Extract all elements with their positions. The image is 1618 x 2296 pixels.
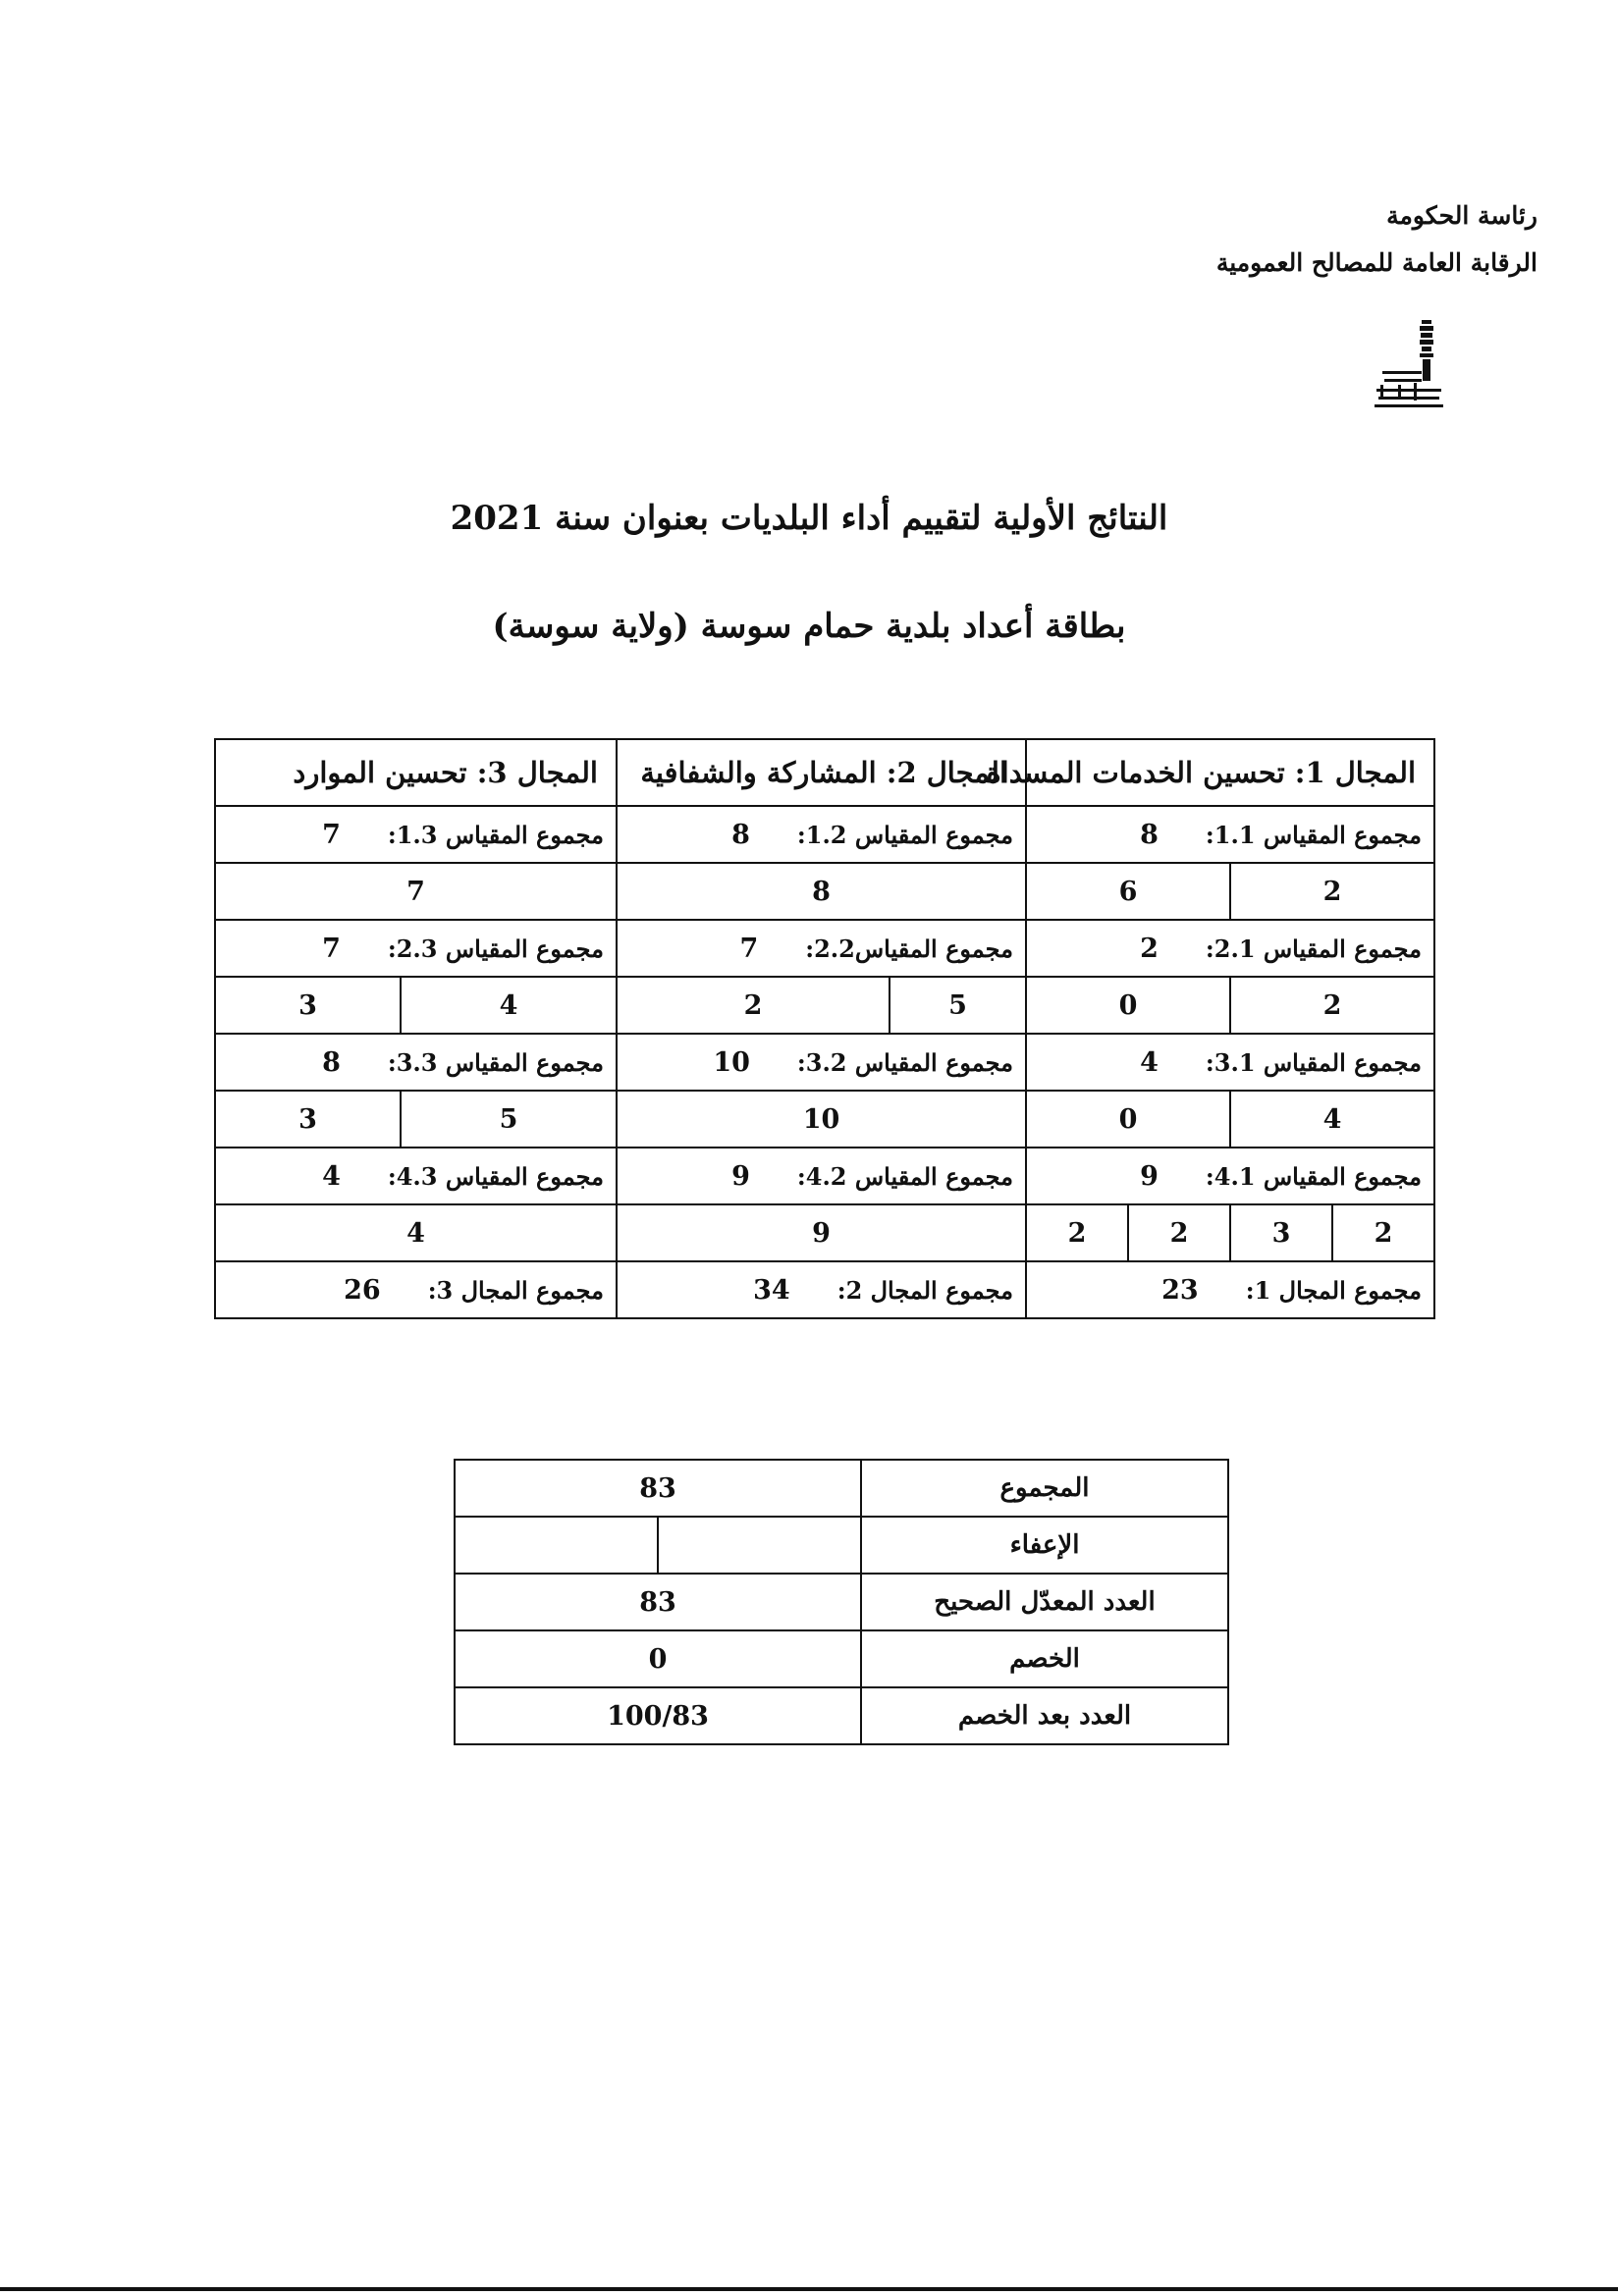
table-row: [215, 920, 1434, 977]
exemption-value: [659, 1518, 860, 1573]
summary-table: [454, 1459, 1229, 1745]
score-cell: 8: [617, 863, 1026, 920]
criterion-value: 8: [731, 819, 750, 850]
score-cell: 3: [1230, 1204, 1332, 1261]
domain-total-value: 34: [753, 1274, 790, 1306]
criterion-value: 4: [1140, 1046, 1159, 1078]
table-row: [455, 1687, 1228, 1744]
table-row: [455, 1574, 1228, 1630]
criterion-value: 7: [739, 933, 759, 964]
score-cell: 3: [215, 977, 401, 1034]
score-cell: 5: [401, 1091, 617, 1148]
exemption-split: [456, 1518, 860, 1573]
domain-total-value: 26: [344, 1274, 381, 1306]
domain-2-total: [617, 1261, 1026, 1318]
criterion-value: 9: [731, 1160, 750, 1192]
criterion-value: 7: [322, 933, 341, 964]
domain-total-label: مجموع المجال 3:: [427, 1275, 604, 1305]
domain-3-total: [215, 1261, 617, 1318]
criterion-label: مجموع المقياس 4.1:: [1205, 1161, 1423, 1191]
deduction-label: الخصم: [861, 1630, 1228, 1687]
criterion-label: مجموع المقياس 4.3:: [387, 1161, 604, 1191]
final-score-value: 100/83: [455, 1687, 861, 1744]
domain-total-value: 23: [1161, 1274, 1199, 1306]
criterion-value: 4: [322, 1160, 341, 1192]
criterion-label: مجموع المقياس 2.3:: [387, 934, 604, 963]
exemption-value-cell: [455, 1517, 861, 1574]
score-cell: 6: [1026, 863, 1230, 920]
criterion-2-3-sum: [215, 920, 617, 977]
table-row: [215, 1034, 1434, 1091]
criterion-label: مجموع المقياس 1.3:: [387, 820, 604, 849]
table-row: [215, 977, 1434, 1034]
criterion-4-1-sum: [1026, 1148, 1434, 1204]
criterion-label: مجموع المقياس 4.2:: [796, 1161, 1014, 1191]
criterion-1-1-sum: [1026, 806, 1434, 863]
score-cell: 0: [1026, 1091, 1230, 1148]
table-row: [215, 1091, 1434, 1148]
corrected-score-label: العدد المعدّل الصحيح: [861, 1574, 1228, 1630]
criterion-4-3-sum: [215, 1148, 617, 1204]
criterion-4-2-sum: [617, 1148, 1026, 1204]
domain-1-header: المجال 1: تحسين الخدمات المسداة: [1026, 739, 1434, 806]
score-cell: 2: [1332, 1204, 1434, 1261]
final-score-label: العدد بعد الخصم: [861, 1687, 1228, 1744]
domain-totals-row: [215, 1261, 1434, 1318]
scan-bottom-edge: [0, 2287, 1618, 2291]
institution-emblem-icon: [1371, 314, 1449, 422]
criterion-value: 9: [1140, 1160, 1159, 1192]
total-value: 83: [455, 1460, 861, 1517]
criterion-3-1-sum: [1026, 1034, 1434, 1091]
domains-header-row: [215, 739, 1434, 806]
page-title: النتائج الأولية لتقييم أداء البلديات بعنوان سنة 2021: [450, 499, 1168, 538]
score-cell: 4: [401, 977, 617, 1034]
deduction-value: 0: [455, 1630, 861, 1687]
page-subtitle: بطاقة أعداد بلدية حمام سوسة (ولاية سوسة): [492, 607, 1126, 646]
criterion-label: مجموع المقياس 2.1:: [1205, 934, 1423, 963]
domain-1-total: [1026, 1261, 1434, 1318]
table-row: [455, 1460, 1228, 1517]
table-row: [215, 1204, 1434, 1261]
criterion-1-2-sum: [617, 806, 1026, 863]
issuer-line-2: الرقابة العامة للمصالح العمومية: [1215, 248, 1537, 277]
criterion-value: 7: [322, 819, 341, 850]
criterion-label: مجموع المقياس 3.3:: [387, 1047, 604, 1077]
table-row: [215, 806, 1434, 863]
criterion-3-3-sum: [215, 1034, 617, 1091]
score-cell: 3: [215, 1091, 401, 1148]
criterion-label: مجموع المقياس 3.2:: [796, 1047, 1014, 1077]
score-cell: 7: [215, 863, 617, 920]
score-cell: 2: [1128, 1204, 1230, 1261]
scores-table: [214, 738, 1435, 1319]
criterion-label: مجموع المقياس 3.1:: [1205, 1047, 1423, 1077]
exemption-blank: [456, 1518, 659, 1573]
criterion-label: مجموع المقياس 1.2:: [796, 820, 1014, 849]
criterion-3-2-sum: [617, 1034, 1026, 1091]
criterion-1-3-sum: [215, 806, 617, 863]
criterion-2-1-sum: [1026, 920, 1434, 977]
table-row: [455, 1630, 1228, 1687]
issuer-header: [1216, 192, 1537, 287]
criterion-value: 10: [713, 1046, 750, 1078]
criterion-value: 2: [1140, 933, 1159, 964]
score-cell: 4: [1230, 1091, 1434, 1148]
criterion-label: مجموع المقياس2.2:: [805, 934, 1014, 963]
domain-2-header: المجال 2: المشاركة والشفافية: [617, 739, 1026, 806]
issuer-line-1: رئاسة الحكومة: [1386, 201, 1537, 230]
table-row: [215, 1148, 1434, 1204]
table-row: [455, 1517, 1228, 1574]
criterion-value: 8: [322, 1046, 341, 1078]
score-cell: 5: [890, 977, 1026, 1034]
domain-3-header: المجال 3: تحسين الموارد: [215, 739, 617, 806]
score-cell: 2: [1230, 977, 1434, 1034]
score-cell: 2: [617, 977, 890, 1034]
score-cell: 4: [215, 1204, 617, 1261]
table-row: [215, 863, 1434, 920]
corrected-score-value: 83: [455, 1574, 861, 1630]
score-cell: 9: [617, 1204, 1026, 1261]
criterion-2-2-sum: [617, 920, 1026, 977]
score-cell: 2: [1230, 863, 1434, 920]
criterion-label: مجموع المقياس 1.1:: [1205, 820, 1423, 849]
criterion-value: 8: [1140, 819, 1159, 850]
domain-total-label: مجموع المجال 1:: [1245, 1275, 1423, 1305]
score-cell: 10: [617, 1091, 1026, 1148]
score-cell: 0: [1026, 977, 1230, 1034]
score-cell: 2: [1026, 1204, 1128, 1261]
domain-total-label: مجموع المجال 2:: [836, 1275, 1014, 1305]
total-label: المجموع: [861, 1460, 1228, 1517]
exemption-label: الإعفاء: [861, 1517, 1228, 1574]
